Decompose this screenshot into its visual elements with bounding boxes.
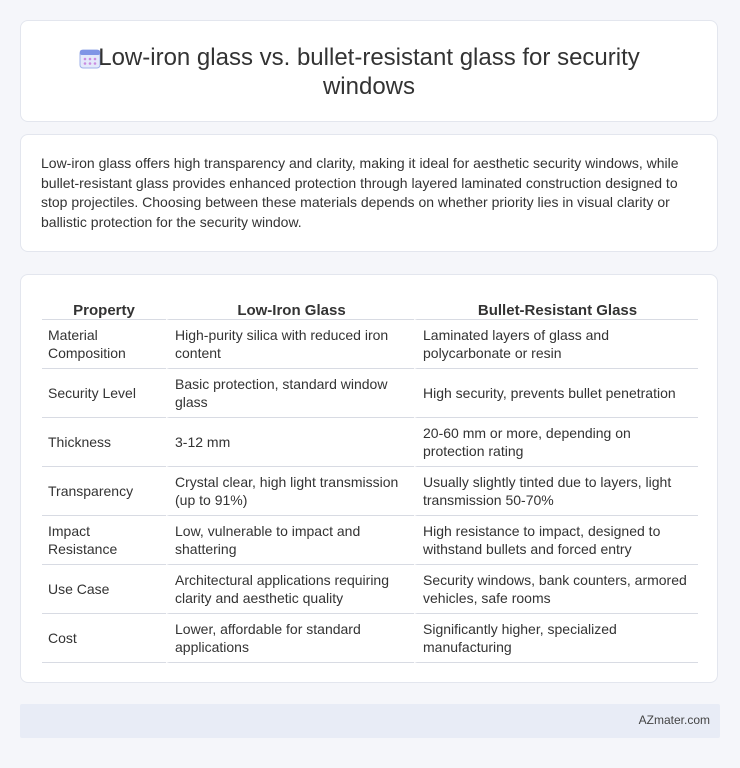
low-iron-cell: Architectural applications requiring clarity and aesthetic quality [166, 565, 414, 614]
table-row [42, 320, 698, 369]
table-row [42, 516, 698, 565]
header-low-iron: Low-Iron Glass [166, 295, 414, 320]
comparison-card [20, 274, 718, 683]
low-iron-cell: Low, vulnerable to impact and shattering [166, 516, 414, 565]
row-label: Transparency [42, 467, 166, 516]
bullet-resistant-cell: Significantly higher, specialized manufacturing [414, 614, 698, 663]
title-card [20, 20, 718, 122]
low-iron-cell: Lower, affordable for standard applications [166, 614, 414, 663]
low-iron-cell: Basic protection, standard window glass [166, 369, 414, 418]
footer-source[interactable]: AZmater.com [638, 713, 710, 727]
row-label: Cost [42, 614, 166, 663]
bullet-resistant-cell: Usually slightly tinted due to layers, light transmission 50-70% [414, 467, 698, 516]
row-label: Thickness [42, 418, 166, 467]
low-iron-cell: 3-12 mm [166, 418, 414, 467]
summary-card [20, 134, 718, 252]
table-row [42, 614, 698, 663]
header-bullet-resistant: Bullet-Resistant Glass [414, 295, 698, 320]
bullet-resistant-cell: High security, prevents bullet penetration [414, 369, 698, 418]
bullet-resistant-cell: Laminated layers of glass and polycarbonate or resin [414, 320, 698, 369]
row-label: Security Level [42, 369, 166, 418]
row-label: Impact Resistance [42, 516, 166, 565]
low-iron-cell: Crystal clear, high light transmission (up to 91%) [166, 467, 414, 516]
summary-text: Low-iron glass offers high transparency and clarity, making it ideal for aesthetic security windows, while bullet-resistant glass provides enhanced protection through layered laminated construction designed to stop projectiles. Choosing between these materials depends on whether priority lies in visual clarity or ballistic protection for the security window. [41, 155, 679, 230]
low-iron-cell: High-purity silica with reduced iron content [166, 320, 414, 369]
table-row [42, 467, 698, 516]
row-label: Material Composition [42, 320, 166, 369]
bullet-resistant-cell: High resistance to impact, designed to withstand bullets and forced entry [414, 516, 698, 565]
comparison-table [42, 295, 698, 663]
header-property: Property [42, 295, 166, 320]
table-header-row [42, 295, 698, 320]
page-title: Low-iron glass vs. bullet-resistant glass for security windows [98, 44, 640, 100]
bullet-resistant-cell: 20-60 mm or more, depending on protection rating [414, 418, 698, 467]
table-row [42, 565, 698, 614]
row-label: Use Case [42, 565, 166, 614]
table-row [42, 418, 698, 467]
footer [20, 704, 720, 738]
bullet-resistant-cell: Security windows, bank counters, armored vehicles, safe rooms [414, 565, 698, 614]
table-row [42, 369, 698, 418]
